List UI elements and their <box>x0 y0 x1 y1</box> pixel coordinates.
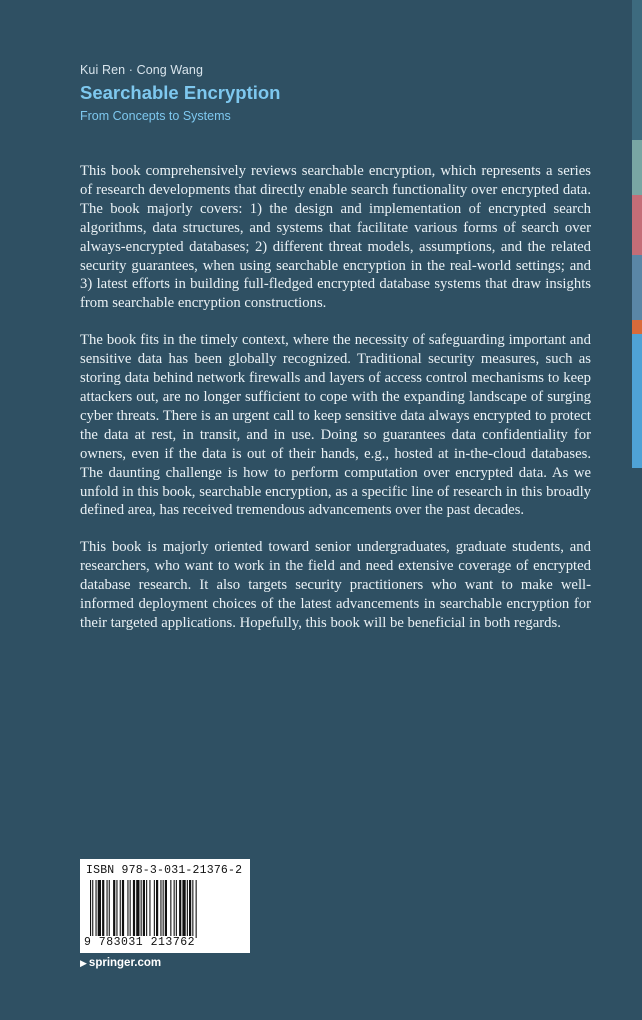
barcode-bar <box>192 880 193 938</box>
barcode-bar <box>127 880 128 938</box>
barcode-bar <box>174 880 175 938</box>
barcode-bar <box>98 880 101 938</box>
spine-stripe <box>632 255 642 320</box>
barcode-bar <box>163 880 164 938</box>
description-paragraph: This book comprehensively reviews searchable encryption, which represents a series of research developments that directly enable search functionality over encrypted data. The book majorly covers: 1) the design and implementation of encrypted search algorithms, data structures, and systems that facilitate various forms of search over always-encrypted databases; 2) different threat models, assumptions, and the related security guarantees, when using searchable encryption in the real-world settings; and 3) latest efforts in building full-fledged encrypted database systems that draw insights from searchable encryption constructions. <box>80 163 591 312</box>
barcode-bar <box>136 880 139 938</box>
spine-stripe <box>632 334 642 468</box>
barcode-bar <box>165 880 167 938</box>
isbn-barcode <box>80 859 250 953</box>
description-paragraph: The book fits in the timely context, where the necessity of safeguarding important and sensitive data has been globally recognized. Traditional security measures, such as storing data behind network firewalls and layers of access control mechanisms to keep attackers out, are no longer sufficient to cope with the expanding landscape of surging cyber threats. There is an urgent call to keep sensitive data always encrypted to protect the data at rest, in transit, and in use. Doing so guarantees data confidentiality for owners, even if the data is out of their hands, e.g., hosted at in-the-cloud databases. The daunting challenge is how to perform computation over encrypted data. As we unfold in this book, searchable encryption, as a specific line of research in this broadly defined area, has received tremendous advancements over the past decades. <box>80 332 591 519</box>
book-title: Searchable Encryption <box>80 82 281 103</box>
spine-stripe <box>632 468 642 1020</box>
barcode-bars <box>90 880 240 940</box>
barcode-bar <box>182 880 185 938</box>
barcode-bar <box>122 880 124 938</box>
barcode-bar <box>156 880 158 938</box>
isbn-label: ISBN 978-3-031-21376-2 <box>86 864 243 877</box>
barcode-bar <box>113 880 115 938</box>
barcode-bar <box>154 880 155 938</box>
spine-stripe <box>632 140 642 195</box>
barcode-bar <box>116 880 117 938</box>
barcode-bar <box>141 880 142 938</box>
barcode-bar <box>102 880 104 938</box>
triangle-right-icon: ▶ <box>80 958 87 968</box>
barcode-bar <box>170 880 171 938</box>
book-description <box>80 162 591 651</box>
barcode-bar <box>109 880 110 938</box>
barcode-bar <box>90 880 91 938</box>
barcode-bar <box>92 880 93 938</box>
barcode-bar <box>143 880 145 938</box>
barcode-bar <box>130 880 131 938</box>
barcode-digits: 9 783031 213762 <box>84 936 196 949</box>
barcode-bar <box>187 880 188 938</box>
publisher-link[interactable] <box>80 957 161 969</box>
barcode-bar <box>120 880 121 938</box>
spine-stripe <box>632 320 642 334</box>
book-subtitle: From Concepts to Systems <box>80 109 231 123</box>
barcode-bar <box>146 880 147 938</box>
barcode-bar <box>96 880 97 938</box>
barcode-bar <box>179 880 181 938</box>
authors: Kui Ren · Cong Wang <box>80 63 204 77</box>
spine-color-stripes <box>632 0 642 1020</box>
publisher-link-text: springer.com <box>88 957 162 969</box>
book-header <box>80 63 280 123</box>
barcode-bar <box>149 880 150 938</box>
barcode-bar <box>133 880 135 938</box>
barcode-bar <box>160 880 161 938</box>
barcode-bar <box>107 880 108 938</box>
barcode-bar <box>196 880 197 938</box>
spine-stripe <box>632 195 642 255</box>
barcode-bar <box>176 880 177 938</box>
barcode-bar <box>189 880 191 938</box>
spine-stripe <box>632 0 642 140</box>
description-paragraph: This book is majorly oriented toward senior undergraduates, graduate students, and researchers, who want to work in the field and need extensive coverage of encrypted database research. It also targets security practitioners who want to make well-informed deployment choices of the latest advancements in searchable encryption for their targeted applications. Hopefully, this book will be beneficial in both regards. <box>80 539 591 631</box>
